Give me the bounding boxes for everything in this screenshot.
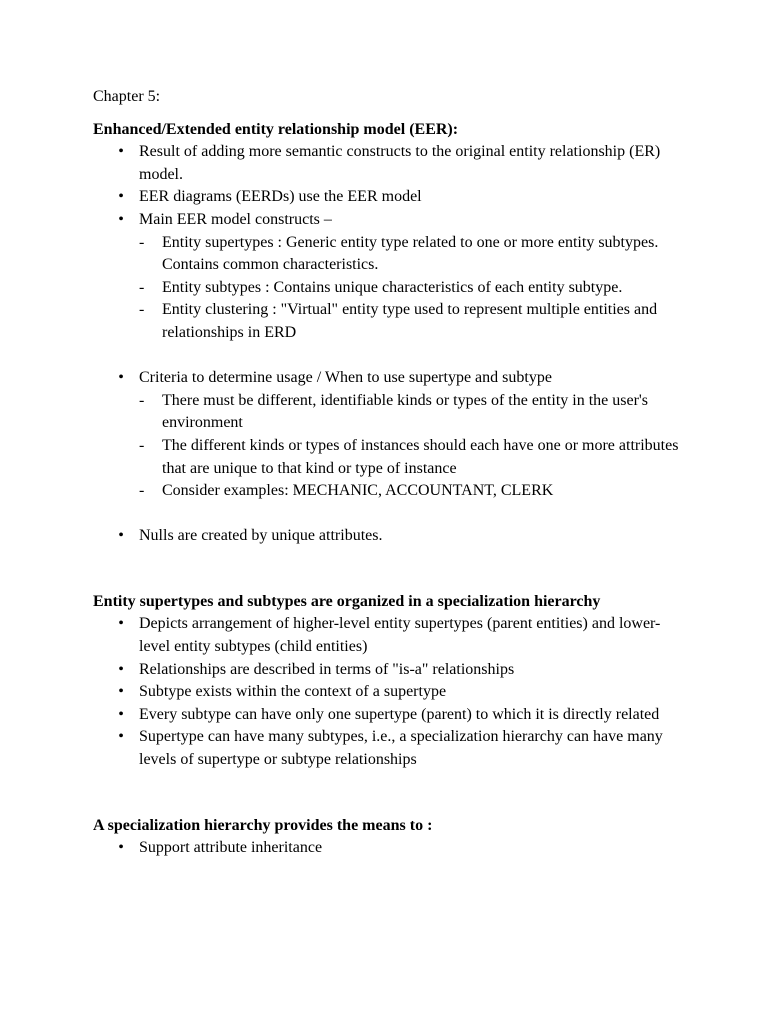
blank-line bbox=[93, 772, 683, 815]
list-item-text: Depicts arrangement of higher-level entity supertypes (parent entities) and lower-level entity subtypes (child entities) bbox=[139, 615, 661, 656]
eer-bullet-list bbox=[93, 141, 683, 344]
sublist-item bbox=[139, 299, 683, 344]
nulls-bullet-list bbox=[93, 525, 683, 548]
dash-marker: - bbox=[139, 301, 145, 319]
sublist-item-text: Entity subtypes : Contains unique characteristics of each entity subtype. bbox=[162, 278, 623, 296]
list-item-text: Criteria to determine usage / When to use supertype and subtype bbox=[139, 369, 552, 387]
hierarchy-bullet-list bbox=[93, 613, 683, 771]
sublist-item bbox=[139, 277, 683, 300]
dash-marker: - bbox=[139, 233, 145, 251]
bullet-marker: • bbox=[118, 369, 124, 387]
document-page bbox=[93, 86, 683, 860]
bullet-marker: • bbox=[118, 705, 124, 723]
blank-line bbox=[93, 345, 683, 368]
list-item bbox=[93, 837, 683, 860]
bullet-marker: • bbox=[118, 143, 124, 161]
bullet-marker: • bbox=[118, 188, 124, 206]
bullet-marker: • bbox=[118, 683, 124, 701]
dash-marker: - bbox=[139, 482, 145, 500]
bullet-marker: • bbox=[118, 527, 124, 545]
list-item bbox=[93, 525, 683, 548]
bullet-marker: • bbox=[118, 728, 124, 746]
sublist-item bbox=[139, 232, 683, 277]
list-item bbox=[93, 613, 683, 658]
bullet-marker: • bbox=[118, 210, 124, 228]
bullet-marker: • bbox=[118, 615, 124, 633]
list-item-text: Supertype can have many subtypes, i.e., a specialization hierarchy can have many levels of supertype or subtype relationships bbox=[139, 728, 663, 769]
list-item bbox=[93, 367, 683, 503]
list-item-text: Main EER model constructs – bbox=[139, 210, 332, 228]
blank-line bbox=[93, 503, 683, 526]
criteria-bullet-list bbox=[93, 367, 683, 503]
sublist-item-text: Entity clustering : "Virtual" entity type used to represent multiple entities and relationships in ERD bbox=[162, 301, 658, 341]
list-item-text: Result of adding more semantic constructs to the original entity relationship (ER) model. bbox=[139, 143, 661, 183]
constructs-sublist bbox=[139, 232, 683, 345]
list-item bbox=[93, 209, 683, 345]
sublist-item-text: Entity supertypes : Generic entity type related to one or more entity subtypes. Contains common characteristics. bbox=[162, 233, 659, 274]
dash-marker: - bbox=[139, 436, 145, 454]
list-item bbox=[93, 681, 683, 704]
bullet-marker: • bbox=[118, 660, 124, 678]
section-heading-means: A specialization hierarchy provides the means to : bbox=[93, 816, 433, 834]
section-heading-hierarchy: Entity supertypes and subtypes are organized in a specialization hierarchy bbox=[93, 592, 601, 610]
list-item-text: Nulls are created by unique attributes. bbox=[139, 527, 383, 545]
list-item bbox=[93, 186, 683, 209]
dash-marker: - bbox=[139, 278, 145, 296]
means-bullet-list bbox=[93, 837, 683, 860]
sublist-item-text: There must be different, identifiable kinds or types of the entity in the user's environment bbox=[162, 391, 649, 432]
list-item-text: Support attribute inheritance bbox=[139, 839, 323, 857]
criteria-sublist bbox=[139, 390, 683, 503]
list-item-text: Subtype exists within the context of a supertype bbox=[139, 683, 447, 701]
bullet-marker: • bbox=[118, 839, 124, 857]
sublist-item-text: Consider examples: MECHANIC, ACCOUNTANT, CLERK bbox=[162, 482, 554, 500]
list-item bbox=[93, 704, 683, 727]
blank-line bbox=[93, 548, 683, 591]
list-item bbox=[93, 659, 683, 682]
list-item-text: EER diagrams (EERDs) use the EER model bbox=[139, 188, 422, 206]
list-item-text: Every subtype can have only one supertype (parent) to which it is directly related bbox=[139, 705, 660, 723]
chapter-label: Chapter 5: bbox=[93, 88, 161, 105]
sublist-item bbox=[139, 480, 683, 503]
sublist-item bbox=[139, 390, 683, 435]
sublist-item-text: The different kinds or types of instances should each have one or more attributes that are unique to that kind or type of instance bbox=[162, 436, 679, 477]
sublist-item bbox=[139, 435, 683, 480]
list-item bbox=[93, 726, 683, 771]
list-item bbox=[93, 141, 683, 186]
dash-marker: - bbox=[139, 391, 145, 409]
list-item-text: Relationships are described in terms of "is-a" relationships bbox=[139, 660, 515, 678]
section-heading-eer: Enhanced/Extended entity relationship model (EER): bbox=[93, 120, 459, 138]
